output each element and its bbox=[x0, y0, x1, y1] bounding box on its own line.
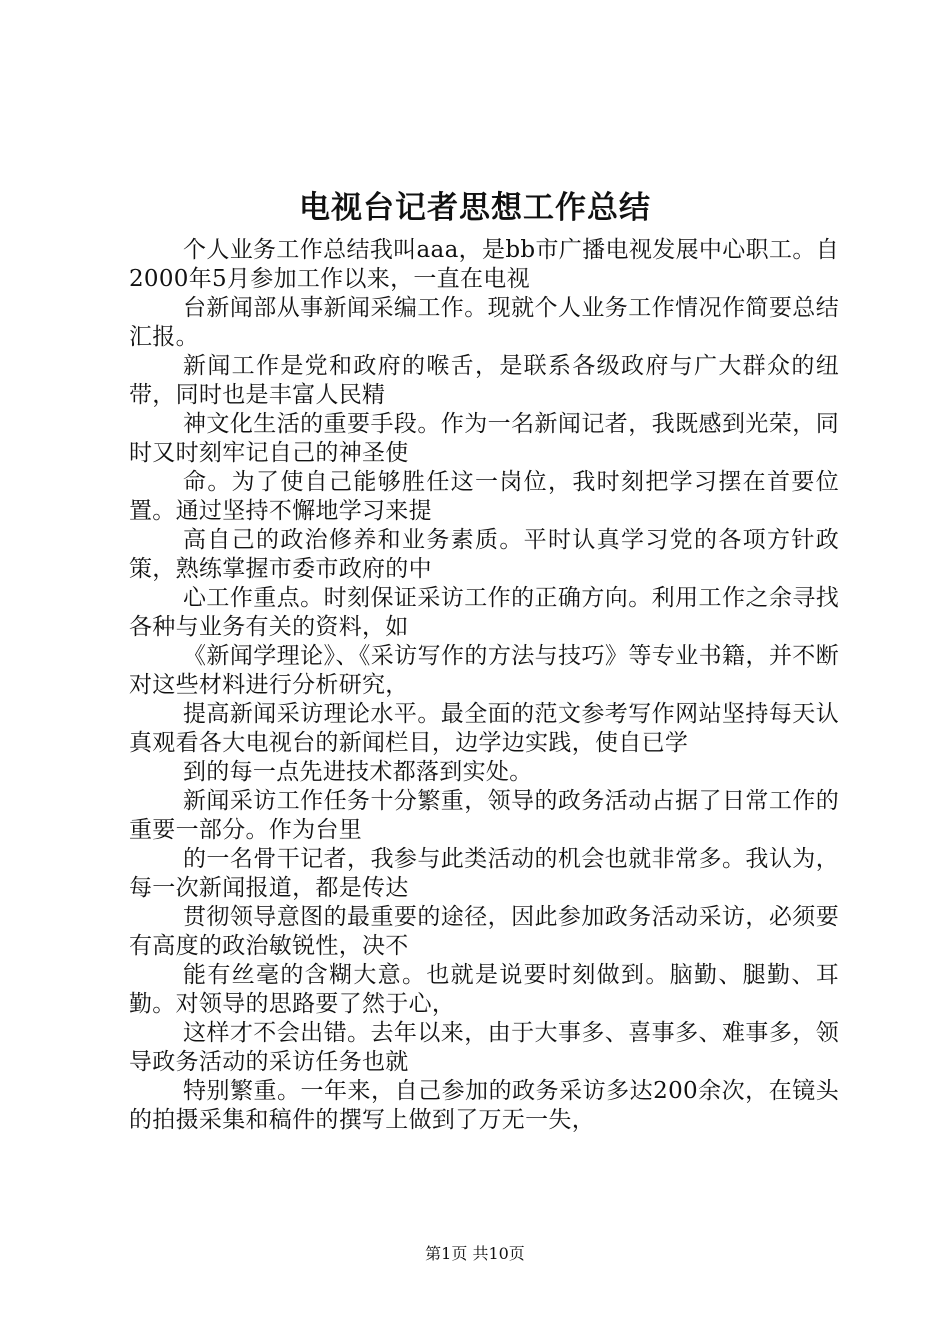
page-footer: 第1页 共10页 bbox=[425, 1244, 525, 1263]
paragraph: 命。为了使自己能够胜任这一岗位，我时刻把学习摆在首要位置。通过坚持不懈地学习来提 bbox=[129, 469, 839, 524]
paragraph: 新闻工作是党和政府的喉舌，是联系各级政府与广大群众的纽带，同时也是丰富人民精 bbox=[129, 353, 839, 408]
paragraph: 《新闻学理论》、《采访写作的方法与技巧》等专业书籍，并不断对这些材料进行分析研究， bbox=[129, 643, 839, 698]
paragraph: 高自己的政治修养和业务素质。平时认真学习党的各项方针政策，熟练掌握市委市政府的中 bbox=[129, 527, 839, 582]
document-body bbox=[129, 236, 839, 1135]
paragraph: 特别繁重。一年来，自己参加的政务采访多达200余次，在镜头的拍摄采集和稿件的撰写上做到了万无一失， bbox=[129, 1078, 839, 1133]
paragraph: 个人业务工作总结我叫aaa，是bb市广播电视发展中心职工。自2000年5月参加工作以来，一直在电视 bbox=[129, 237, 839, 292]
paragraph: 神文化生活的重要手段。作为一名新闻记者，我既感到光荣，同时又时刻牢记自己的神圣使 bbox=[129, 411, 839, 466]
paragraph: 到的每一点先进技术都落到实处。 bbox=[183, 759, 533, 785]
document-title: 电视台记者思想工作总结 bbox=[299, 190, 651, 226]
paragraph: 贯彻领导意图的最重要的途径，因此参加政务活动采访，必须要有高度的政治敏锐性，决不 bbox=[129, 904, 839, 959]
paragraph: 的一名骨干记者，我参与此类活动的机会也就非常多。我认为，每一次新闻报道，都是传达 bbox=[129, 846, 839, 901]
paragraph: 能有丝毫的含糊大意。也就是说要时刻做到。脑勤、腿勤、耳勤。对领导的思路要了然于心， bbox=[129, 962, 839, 1017]
paragraph: 这样才不会出错。去年以来，由于大事多、喜事多、难事多，领导政务活动的采访任务也就 bbox=[129, 1020, 839, 1075]
paragraph: 台新闻部从事新闻采编工作。现就个人业务工作情况作简要总结汇报。 bbox=[129, 295, 839, 350]
paragraph: 新闻采访工作任务十分繁重，领导的政务活动占据了日常工作的重要一部分。作为台里 bbox=[129, 788, 839, 843]
paragraph: 心工作重点。时刻保证采访工作的正确方向。利用工作之余寻找各种与业务有关的资料，如 bbox=[129, 585, 839, 640]
paragraph: 提高新闻采访理论水平。最全面的范文参考写作网站坚持每天认真观看各大电视台的新闻栏目，边学边实践，使自已学 bbox=[129, 701, 839, 756]
